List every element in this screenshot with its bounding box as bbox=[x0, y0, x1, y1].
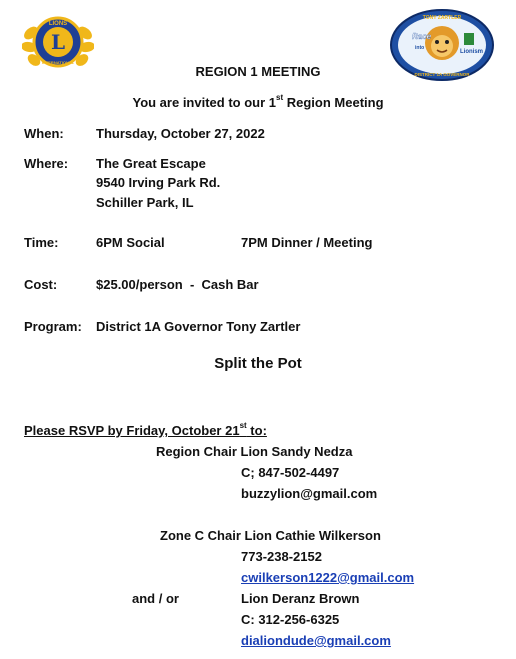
venue-street: 9540 Irving Park Rd. bbox=[96, 175, 221, 190]
svg-text:into: into bbox=[415, 45, 425, 51]
svg-text:INTERNATIONAL: INTERNATIONAL bbox=[41, 60, 75, 65]
svg-text:TONY ZARTLER: TONY ZARTLER bbox=[422, 15, 462, 21]
cost-label: Cost: bbox=[24, 277, 58, 292]
contact-phone: C: 312-256-6325 bbox=[241, 612, 340, 627]
rsvp-text-end: to: bbox=[246, 423, 267, 438]
cost-value: $25.00/person - Cash Bar bbox=[96, 277, 259, 292]
contact-email: buzzylion@gmail.com bbox=[241, 486, 378, 501]
contact-email-link[interactable]: dialiondude@gmail.com bbox=[241, 633, 391, 648]
dinner-time: 7PM Dinner / Meeting bbox=[241, 235, 373, 250]
where-label: Where: bbox=[24, 156, 69, 171]
contact-phone: 773-238-2152 bbox=[241, 549, 322, 564]
contact-name: Zone C Chair Lion Cathie Wilkerson bbox=[160, 528, 381, 543]
time-label: Time: bbox=[24, 235, 59, 250]
invite-superscript: st bbox=[276, 93, 284, 102]
svg-text:DISTRICT 1A GOVERNOR: DISTRICT 1A GOVERNOR bbox=[414, 72, 470, 77]
program-value: District 1A Governor Tony Zartler bbox=[96, 319, 301, 334]
invitation-line bbox=[0, 95, 516, 110]
invite-text: You are invited to our 1 bbox=[132, 95, 276, 110]
venue-city: Schiller Park, IL bbox=[96, 195, 194, 210]
when-value: Thursday, October 27, 2022 bbox=[96, 126, 265, 141]
rsvp-superscript: st bbox=[239, 421, 247, 430]
svg-text:LIONS: LIONS bbox=[48, 21, 68, 27]
svg-text:Lionism: Lionism bbox=[460, 49, 484, 55]
when-label: When: bbox=[24, 126, 64, 141]
contact-email-link[interactable]: cwilkerson1222@gmail.com bbox=[241, 570, 415, 585]
contact-name: Lion Deranz Brown bbox=[241, 591, 360, 606]
contact-phone: C; 847-502-4497 bbox=[241, 465, 340, 480]
invite-text-end: Region Meeting bbox=[283, 95, 384, 110]
program-label: Program: bbox=[24, 319, 82, 334]
venue-name: The Great Escape bbox=[96, 156, 206, 171]
rsvp-heading bbox=[24, 423, 267, 438]
contact-name: Region Chair Lion Sandy Nedza bbox=[156, 444, 353, 459]
and-or-text: and / or bbox=[132, 591, 179, 606]
svg-text:Race: Race bbox=[412, 32, 432, 41]
rsvp-text: Please RSVP by Friday, October 21 bbox=[24, 423, 240, 438]
meeting-title: REGION 1 MEETING bbox=[195, 64, 321, 79]
svg-text:L: L bbox=[50, 30, 66, 54]
social-time: 6PM Social bbox=[96, 235, 165, 250]
split-the-pot-heading: Split the Pot bbox=[214, 355, 302, 372]
